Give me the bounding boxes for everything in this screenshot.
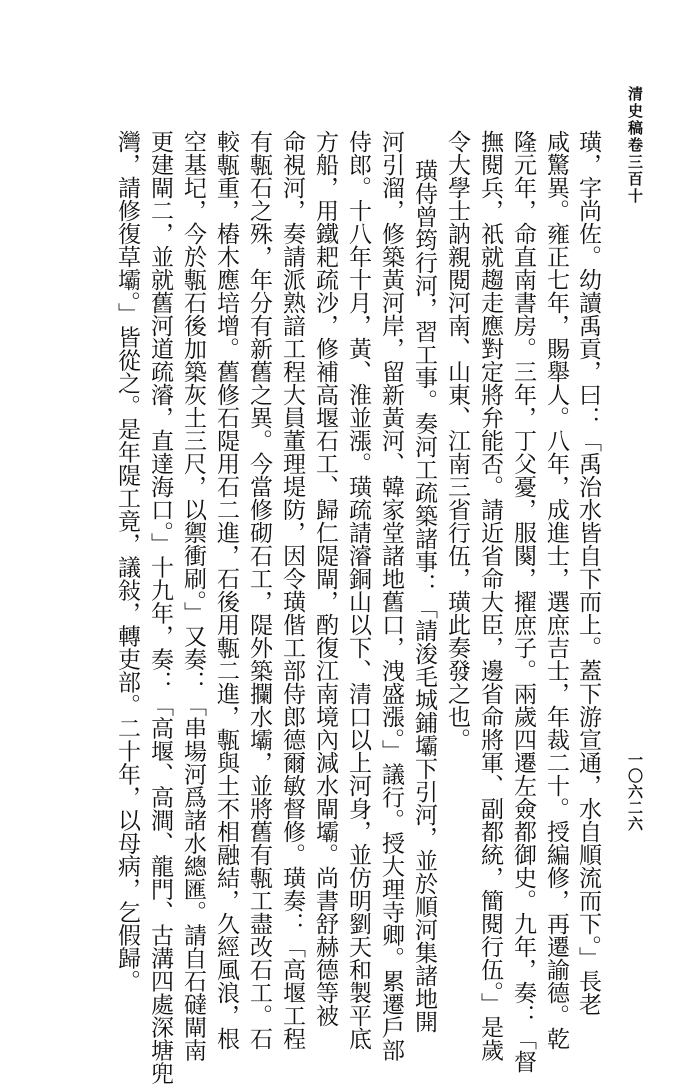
running-header-title: 清史稿卷三百十 xyxy=(626,86,644,205)
page-number: 一〇六二六 xyxy=(626,752,644,832)
text-column-6: 璜侍曾筠行河，習工事。奏河工疏築諸事：「請浚毛城鋪壩下引河，並於順河集諸地開 xyxy=(411,159,437,1033)
text-column-12: 較甎重，樁木應培增。舊修石隄用石二進，石後用甎二進，甎與土不相融結，久經風浪，根 xyxy=(213,130,239,1050)
text-column-4: 撫閱兵，祇就趨走應對定將弁能否。請近省命大臣，邊省命將軍、副都統，簡閱行伍。」是歲 xyxy=(477,130,503,1062)
text-column-14: 更建閘二，並就舊河道疏濬，直達海口。」十九年，奏：「高堰、高澗、龍門、古溝四處深塘兜 xyxy=(147,130,173,1085)
text-column-5: 令大學士訥親閱河南、山東、江南三省行伍，璜此奏發之也。 xyxy=(444,130,470,751)
text-column-15: 灣，請修復草壩。」皆從之。是年隄工竟，議敍，轉吏部。二十年，以母病，乞假歸。 xyxy=(114,130,140,993)
text-column-7: 河引溜，修築黃河岸，留新黃河、韓家堂諸地舊口，洩盛漲。」議行。授大理寺卿。累遷戶部 xyxy=(378,130,404,1062)
text-column-3: 隆元年，命直南書房。三年，丁父憂，服闋，擢庶子。兩歲四遷左僉都御史。九年，奏：「督 xyxy=(510,130,536,1073)
text-column-2: 咸驚異。雍正七年，賜舉人。八年，成進士，選庶吉士，年裁二十。授編修，再遷諭德。乾 xyxy=(543,130,569,1050)
text-column-13: 空基圮，今於甎石後加築灰土三尺，以禦衝刷。」又奏：「串場河爲諸水總匯。請自石䃮閘南 xyxy=(180,130,206,1062)
text-column-9: 方船，用鐵耙疏沙，修補高堰石工、歸仁隄閘，酌復江南境內減水閘壩。尚書舒赫德等被 xyxy=(312,130,338,1027)
text-column-1: 璜，字尚佐。幼讀禹貢，曰：「禹治水皆自下而上。蓋下游宣通，水自順流而下。」長老 xyxy=(575,130,601,1016)
text-column-10: 命視河，奏請派熟諳工程大員董理堤防，因令璜偕工部侍郎德爾敏督修。璜奏：「高堰工程 xyxy=(279,130,305,1050)
text-column-8: 侍郎。十八年十月，黃、淮並漲。璜疏請濬銅山以下、清口以上河身，並仿明劉天和製平底 xyxy=(345,130,371,1050)
text-column-11: 有甎石之殊，年分有新舊之異。今當修砌石工，隄外築攔水壩，並將舊有甎工盡改石工。石 xyxy=(246,130,272,1050)
